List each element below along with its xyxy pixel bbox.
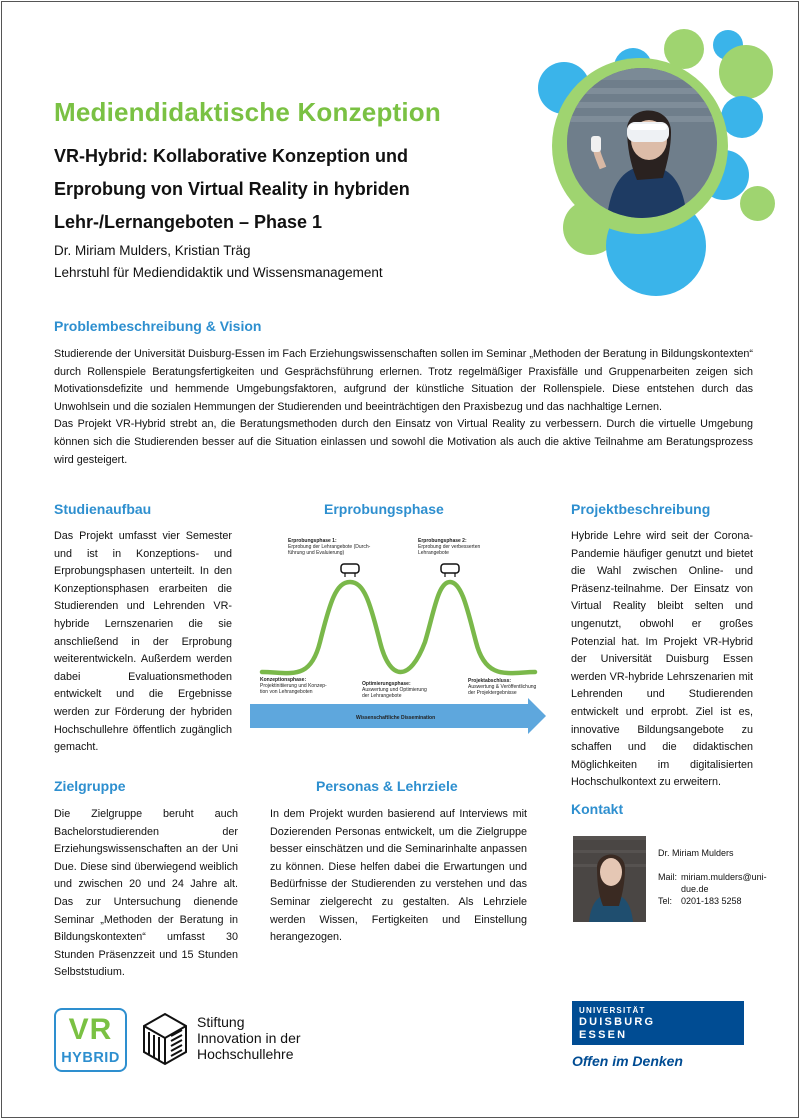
vr-headset-icon xyxy=(341,564,359,577)
vr-logo-bottom: HYBRID xyxy=(61,1050,120,1066)
stiftung-logo-text xyxy=(197,1014,301,1062)
deco-circle xyxy=(740,186,775,221)
contact-mail-label: Mail: xyxy=(658,872,678,882)
section-heading-kontakt: Kontakt xyxy=(571,801,624,817)
problem-paragraph: Das Projekt VR-Hybrid strebt an, die Beratungsmethoden durch den Einsatz von Virtual Reality zu verbessern. Durch die virtuelle Umgebung können sich die Studierenden besser auf die Situation einlassen und sowohl die Motivation als auch die aktive Teilnahme am Beratungsprozess wird gesteigert. xyxy=(54,418,753,466)
vr-user-photo xyxy=(567,68,717,218)
section-heading-erprobung: Erprobungsphase xyxy=(324,501,444,517)
stiftung-line: Hochschullehre xyxy=(197,1046,294,1062)
zielgruppe-text: Die Zielgruppe beruht auch Bachelorstudierenden der Erziehungswissenschaften an der Uni Due. Diese sind überwiegend weiblich und zwischen 20 und 24 Jahre alt. Das zur Untersuchung dienende Seminar „Methoden der Beratung in Bildungskontexten“ umfasst 30 Stunden Präsenzzeit und 15 Stunden Selbststudium. xyxy=(54,808,238,979)
phase1-desc: führung und Evaluierung) xyxy=(288,550,345,556)
contact-name: Dr. Miriam Mulders xyxy=(658,848,734,858)
ude-logo xyxy=(572,1001,744,1045)
studienaufbau-text: Das Projekt umfasst vier Semester und ist in Konzeptions- und Erprobungsphasen unterteilt. In den Konzeptionsphasen erarbeiten die Studierenden und Lehrenden VR-hybride Lernszenarien die sie anschließend in der Erprobung weiterentwickeln. Außerdem werden dabei Evaluationsmethoden entwickelt und die Ergebnisse werden zur Förderung der hybriden Hochschullehre öffentlich zugänglich gemacht. xyxy=(54,530,232,754)
section-heading-zielgruppe: Zielgruppe xyxy=(54,778,126,794)
phase2-title: Erprobungsphase 2: xyxy=(418,538,467,544)
section-heading-personas: Personas & Lehrziele xyxy=(316,778,458,794)
problem-text xyxy=(54,346,753,469)
phase1-title: Erprobungsphase 1: xyxy=(288,538,337,544)
vr-headset-icon xyxy=(441,564,459,577)
contact-tel-label: Tel: xyxy=(658,896,673,906)
section-heading-studienaufbau: Studienaufbau xyxy=(54,501,152,517)
personas-text: In dem Projekt wurden basierend auf Interviews mit Dozierenden Personas entwickelt, um die Zielgruppe besser einschätzen und die Seminarinhalte anpassen zu können. Diese helfen dabei die Erwartungen und Bedürfnisse der Studierenden zu verstehen und das Seminar zielgerecht zu gestalten. Als Lehrziele werden Wissen, Fertigkeiten und Einstellung herangezogen. xyxy=(270,808,527,944)
deco-circle xyxy=(721,96,763,138)
contact-tel: 0201-183 5258 xyxy=(681,896,742,906)
vr-hybrid-logo xyxy=(54,1008,127,1072)
optim-desc: der Lehrangebote xyxy=(362,693,402,699)
section-heading-projekt: Projektbeschreibung xyxy=(571,501,711,517)
authors: Dr. Miriam Mulders, Kristian Träg xyxy=(54,243,251,258)
author-block xyxy=(54,240,383,284)
konzept-desc: Projektinitiierung und Konzep- xyxy=(260,683,327,689)
poster-title: Mediendidaktische Konzeption xyxy=(54,97,441,127)
phase1-desc: Erprobung der Lehrangebote (Durch- xyxy=(288,544,371,550)
ude-logo-line: UNIVERSITÄT xyxy=(579,1006,646,1015)
abschluss-title: Projektabschluss: xyxy=(468,678,512,684)
chair: Lehrstuhl für Mediendidaktik und Wissensmanagement xyxy=(54,265,383,280)
ude-logo-line: DUISBURG xyxy=(579,1016,656,1028)
optim-title: Optimierungsphase: xyxy=(362,681,411,687)
abschluss-desc: Auswertung & Veröffentlichung xyxy=(468,684,537,690)
contact-mail[interactable]: miriam.mulders@uni- xyxy=(681,872,767,882)
phase-curve xyxy=(262,582,535,673)
subtitle-line: Erprobung von Virtual Reality in hybriden xyxy=(54,179,410,199)
stiftung-logo-icon xyxy=(140,1010,190,1068)
deco-circle xyxy=(719,45,773,99)
konzept-desc: tion von Lehrangeboten xyxy=(260,689,313,695)
subtitle-line: VR-Hybrid: Kollaborative Konzeption und xyxy=(54,146,408,166)
dissemination-label: Wissenschaftliche Dissemination xyxy=(356,715,436,721)
contact-mail[interactable]: due.de xyxy=(681,884,709,894)
phase-diagram xyxy=(250,532,550,740)
vr-logo-top: VR xyxy=(68,1013,113,1046)
ude-slogan: Offen im Denken xyxy=(572,1053,683,1069)
konzept-title: Konzeptionsphase: xyxy=(260,677,307,683)
subtitle-line: Lehr-/Lernangeboten – Phase 1 xyxy=(54,212,323,232)
optim-desc: Auswertung und Optimierung xyxy=(362,687,427,693)
ude-logo-line: ESSEN xyxy=(579,1029,628,1041)
phase2-desc: Erprobung der verbesserten xyxy=(418,544,481,550)
projekt-text: Hybride Lehre wird seit der Corona-Pandemie häufiger genutzt und bietet die Wahl zwischen Online- und Präsenz-teilnahme. Der Einsatz von Virtual Reality bleibt selten und ungenutzt, obwohl er großes Potenzial hat. Im Projekt VR-Hybrid der Universität Duisburg Essen werden VR-hybride Lehrszenarien mit Lehrenden und Studierenden entwickelt und erprobt. Ziel ist es, innovative Bildungsangebote zu schaffen und die didaktischen Möglichkeiten im digitalisierten Hochschulkontext zu erweitern. xyxy=(571,530,753,789)
phase2-desc: Lehrangebote xyxy=(418,550,449,556)
stiftung-line: Innovation in der xyxy=(197,1030,301,1046)
poster-subtitle xyxy=(54,140,524,239)
contact-photo xyxy=(573,836,646,922)
stiftung-line: Stiftung xyxy=(197,1014,245,1030)
problem-paragraph: Studierende der Universität Duisburg-Essen im Fach Erziehungswissenschaften sollen im Seminar „Methoden der Beratung in Bildungskontexten“ durch Rollenspiele Beratungsfertigkeiten und Gesprächsführung erlernen. Trotz regelmäßiger Praxisfälle und Gruppenarbeiten zeigen sich Motivationsdefizite und hemmende Umgebungsfaktoren, aufgrund der künstliche Situation der Rollenspiele. Diese entstehen durch das Unwohlsein und die sozialen Hemmungen der Studierenden und beeinträchtigen den Praxisbezug und das nachhaltige Lernen. xyxy=(54,348,753,413)
section-heading-problem: Problembeschreibung & Vision xyxy=(54,318,262,334)
abschluss-desc: der Projektergebnisse xyxy=(468,690,517,696)
